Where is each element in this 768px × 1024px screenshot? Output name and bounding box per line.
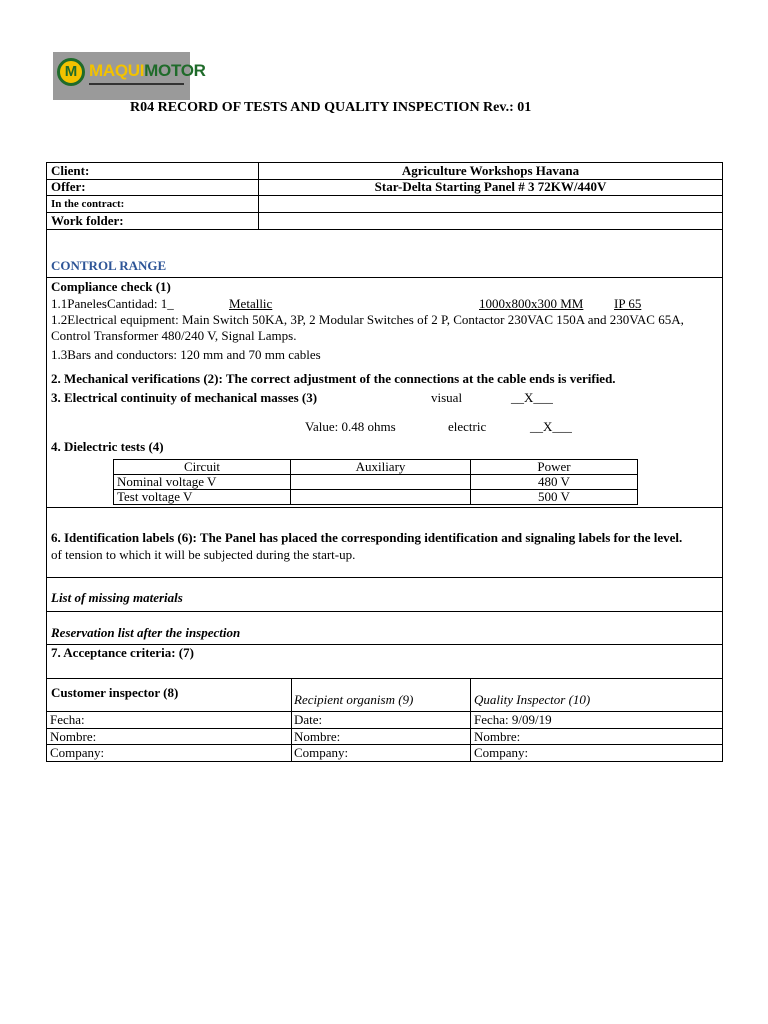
compliance-ip-rating: IP 65 <box>614 296 642 311</box>
sig-name-recipient: Nombre: <box>294 729 341 744</box>
acceptance-criteria: 7. Acceptance criteria: (7) <box>51 645 194 660</box>
table-row <box>114 490 638 505</box>
sig-company-recipient: Company: <box>294 745 349 760</box>
identification-title: 6. Identification labels (6): The Panel has placed the corresponding identification and signaling labels for the level. <box>51 530 683 545</box>
mechanical-verification: 2. Mechanical verifications (2): The correct adjustment of the connections at the cable ends is verified. <box>51 371 616 386</box>
reservation-list: Reservation list after the inspection <box>51 625 241 640</box>
sig-name-customer: Nombre: <box>50 729 97 744</box>
compliance-material: Metallic <box>229 296 273 311</box>
compliance-equipment: 1.2Electrical equipment: Main Switch 50KA, 3P, 2 Modular Switches of 2 P, Contactor 230VAC 150A and 230VAC 65A, <box>51 312 684 327</box>
cell-power: 500 V <box>471 490 638 505</box>
sig-company-customer: Company: <box>50 745 105 760</box>
sig-name-quality: Nombre: <box>474 729 521 744</box>
work-folder-label: Work folder: <box>51 213 124 228</box>
offer-value: Star-Delta Starting Panel # 3 72KW/440V <box>374 179 607 194</box>
identification-sub: of tension to which it will be subjected during the start-up. <box>51 547 356 562</box>
dielectric-title: 4. Dielectric tests (4) <box>51 439 164 454</box>
cell-auxiliary <box>291 490 471 505</box>
continuity-value: Value: 0.48 ohms <box>305 419 396 434</box>
gear-icon: M <box>57 58 85 86</box>
contract-label: In the contract: <box>51 198 125 210</box>
header-circuit: Circuit <box>114 460 291 475</box>
customer-inspector: Customer inspector (8) <box>51 685 179 700</box>
logo-text: MAQUIMOTOR <box>89 61 206 80</box>
table-header-row <box>114 460 638 475</box>
offer-label: Offer: <box>51 179 86 194</box>
visual-label: visual <box>431 390 463 405</box>
cell-circuit: Nominal voltage V <box>114 475 291 490</box>
compliance-title: Compliance check (1) <box>51 279 171 294</box>
sig-date-quality: Fecha: 9/09/19 <box>474 712 552 727</box>
control-range-heading: CONTROL RANGE <box>51 258 167 273</box>
sig-date-customer: Fecha: <box>50 712 85 727</box>
header-power: Power <box>471 460 638 475</box>
continuity-title: 3. Electrical continuity of mechanical masses (3) <box>51 390 318 405</box>
table-row <box>114 475 638 490</box>
client-label: Client: <box>51 163 90 178</box>
document-title: R04 RECORD OF TESTS AND QUALITY INSPECTION Rev.: 01 <box>130 100 532 115</box>
electric-check: __X___ <box>530 419 572 434</box>
sig-company-quality: Company: <box>474 745 529 760</box>
compliance-bars: 1.3Bars and conductors: 120 mm and 70 mm cables <box>51 347 321 362</box>
compliance-equipment-cont: Control Transformer 480/240 V, Signal Lamps. <box>51 328 297 343</box>
cell-power: 480 V <box>471 475 638 490</box>
company-logo <box>53 52 206 100</box>
compliance-dimensions: 1000x800x300 MM <box>479 296 584 311</box>
header-auxiliary: Auxiliary <box>291 460 471 475</box>
quality-inspector: Quality Inspector (10) <box>474 692 591 707</box>
visual-check: __X___ <box>511 390 553 405</box>
compliance-quantity: 1.1PanelesCantidad: 1_ <box>51 296 174 311</box>
missing-materials: List of missing materials <box>51 590 183 605</box>
recipient-organism: Recipient organism (9) <box>294 692 414 707</box>
cell-auxiliary <box>291 475 471 490</box>
cell-circuit: Test voltage V <box>114 490 291 505</box>
sig-date-recipient: Date: <box>294 712 323 727</box>
electric-label: electric <box>448 419 487 434</box>
dielectric-table <box>113 459 638 505</box>
client-value: Agriculture Workshops Havana <box>401 163 580 178</box>
